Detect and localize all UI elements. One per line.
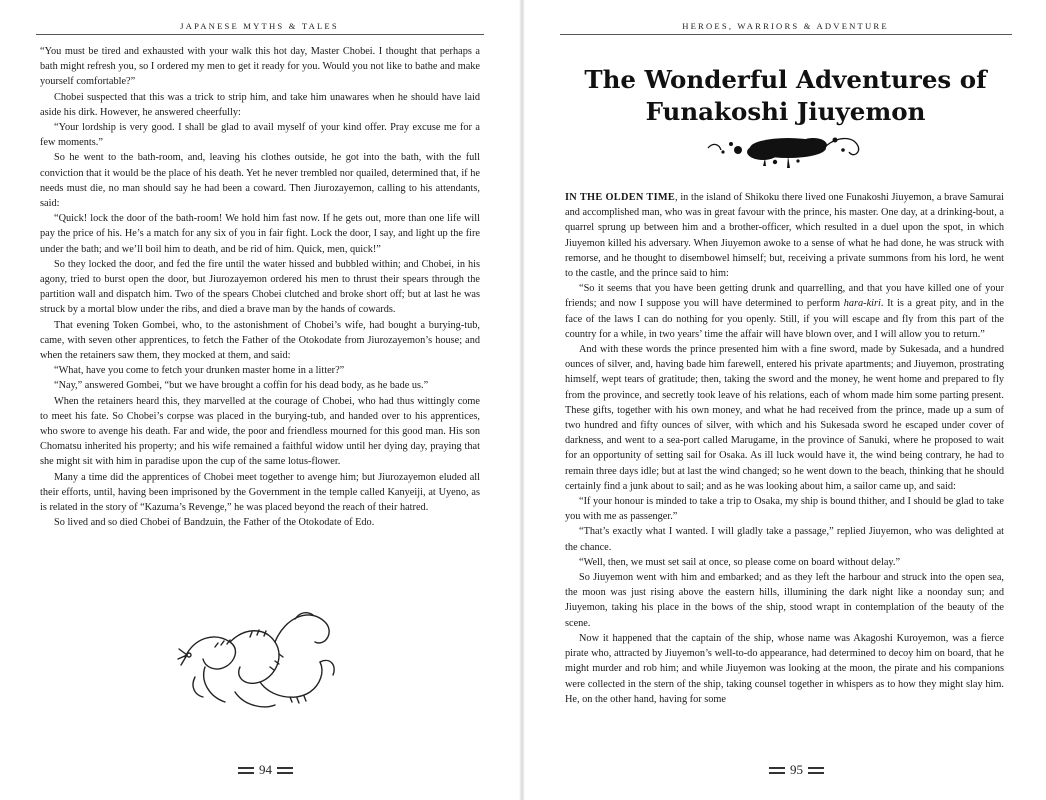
running-head-left: JAPANESE MYTHS & TALES: [180, 21, 339, 31]
chapter-title-line-2: Funakoshi Jiuyemon: [645, 97, 926, 126]
paragraph: Many a time did the apprentices of Chobei meet together to avenge him; but Jiurozayemon eluded all their efforts, until, having been imprisoned by the Government in the temple called Kanyeiji, at Uyeno, as is related in the story of “Kazuma’s Revenge,” he was placed beyond the reach of their hatred.: [40, 471, 480, 514]
paragraph: So Jiuyemon went with him and embarked; and as they left the harbour and struck into the open sea, the moon was just rising above the eastern hills, illumining the dark night like a noonday sun; and Jiuyemon, taking his place in the bows of the ship, stood wrapt in contemplation of the beauty of the scene.: [565, 572, 1004, 629]
paragraph: So lived and so died Chobei of Bandzuin, the Father of the Otokodate of Edo.: [54, 517, 375, 529]
italic-term: hara-kiri: [843, 298, 881, 310]
paragraph: And with these words the prince presented him with a fine sword, made by Sukesada, and a hundred ounces of silver, and, having bade him farewell, entered his private apartments; and Jiuyemon, prostrating himself, wept tears of gratitude; then, taking the sword and the money, he went home and prepared to fly from the province, and secretly took leave of his relations, each of whom made him some parting present. These gifts, together with his own money, and what he had received from the prince, made up a sum of two hundred and fifty ounces of silver, with which and his Sukesada sword he escaped under cover of darkness, and went to a sea-port called Marugame, in the province of Sanuki, where he proposed to wait for an opportunity of setting sail for Osaka. As ill luck would have it, the wind being contrary, he had to remain three days idle; but at last the wind changed; so he went down to the beach, thinking that he should certainly find a junk about to sail; and as he was looking about him, a sailor came up, and said:: [565, 344, 1004, 492]
folio-ornament-icon: [769, 767, 785, 774]
left-body-text: [40, 44, 480, 531]
paragraph: So they locked the door, and fed the fire until the water hissed and bubbled within; and Chobei, in his agony, tried to burst open the door, but Jiurozayemon ordered his men to thrust their spears through the partition wall and dispatch him. Two of the spears Chobei clutched and broke short off; but at last he was struck by a mortal blow under the ribs, and died a brave man by the hands of cowards.: [40, 258, 480, 316]
paragraph: “Nay,” answered Gombei, “but we have brought a coffin for his dead body, as he bade us.”: [54, 380, 429, 392]
ink-splash-flourish-icon: [703, 128, 873, 170]
paragraph: So he went to the bath-room, and, leaving his clothes outside, he got into the bath, with the full conviction that it would be the place of his death. Yet he never trembled nor quailed, determined that, if he needs must die, no man should say he had been a coward. Then Jiurozayemon, calling to his attendants, said:: [40, 152, 480, 210]
folio-ornament-icon: [277, 767, 293, 774]
paragraph: “That’s exactly what I wanted. I will gladly take a passage,” replied Jiuyemon, who was delighted at the chance.: [565, 526, 1004, 553]
paragraph: “If your honour is minded to take a trip to Osaka, my ship is bound thither, and I should be glad to take you with me as passenger.”: [565, 496, 1004, 523]
paragraph: “What, have you come to fetch your drunken master home in a litter?”: [54, 365, 345, 377]
right-page: [525, 0, 1046, 800]
page-number: 95: [790, 762, 803, 777]
paragraph: “Well, then, we must set sail at once, so please come on board without delay.”: [579, 556, 901, 568]
paragraph-text: . It is a great pity, and in the face of the laws I can do nothing for you openly. Still, if you will escape and fly from this part of the country for a while, in two years’ time the affair will have blown over, and I will allow you to return.”: [565, 298, 1004, 340]
header-rule-right: [560, 34, 1012, 35]
folio-right: [769, 762, 824, 778]
paragraph-text: “So it seems that you have been getting drunk and quarrelling, and that you have killed one of your friends; and now I suppose you will have determined to perform: [565, 283, 1004, 310]
header-rule-left: [36, 34, 484, 35]
right-body-text: [565, 190, 1004, 707]
folio-ornament-icon: [808, 767, 824, 774]
opening-paragraph: [565, 190, 1004, 281]
dragon-illustration-icon: [175, 597, 345, 717]
chapter-title: [525, 64, 1046, 128]
paragraph: Now it happened that the captain of the ship, whose name was Akagoshi Kuroyemon, was a fierce pirate who, attracted by Jiuyemon’s well-to-do appearance, had determined to decoy him on board, that he might murder and rob him; and while Jiuyemon was looking at the moon, the pirate and his companions were collected in the stern of the ship, taking counsel together in whispers as to how they might slay him. He, on the other hand, having for some: [565, 632, 1004, 705]
paragraph: When the retainers heard this, they marvelled at the courage of Chobei, who had thus wittingly come to meet his fate. So Chobei’s corpse was placed in the burying-tub, and handed over to his apprentices, who swore to avenge his death. Far and wide, the poor and friendless mourned for this good man. His son Chomatsu inherited his property; and his wife remained a faithful widow until her dying day, praying that she might sit with him in paradise upon the cup of the same lotus-flower.: [40, 395, 480, 468]
paragraph: Chobei suspected that this was a trick to strip him, and take him unawares when he should have laid aside his dirk. However, he answered cheerfully:: [40, 91, 480, 118]
opening-paragraph-text: , in the island of Shikoku there lived one Funakoshi Jiuyemon, a brave Samurai and accomplished man, who was in great favour with the prince, his master. One day, at a drinking-bout, a quarrel sprung up between him and a brother-officer, which resulted in a duel upon the spot, in which Jiuyemon killed his adversary. When Jiuyemon awoke to a sense of what he had done, he was struck with remorse, and he thought to disembowel himself; but, receiving a private summons from his lord, he went to the castle, and the prince said to him:: [565, 192, 1004, 280]
lead-in-words: IN THE OLDEN TIME: [565, 192, 676, 203]
page-number: 94: [259, 762, 272, 777]
paragraph: That evening Token Gombei, who, to the astonishment of Chobei’s wife, had bought a burying-tub, came, with seven other apprentices, to fetch the Father of the Otokodate from Jiurozayemon’s house; and when the retainers saw them, they mocked at them, and said:: [40, 319, 480, 362]
running-head-right: HEROES, WARRIORS & ADVENTURE: [682, 21, 889, 31]
left-page: [0, 0, 519, 800]
paragraph: [565, 281, 1004, 342]
paragraph: “You must be tired and exhausted with your walk this hot day, Master Chobei. I thought that perhaps a bath might refresh you, so I ordered my men to get it ready for you. Would you not like to bathe and make yourself comfortable?”: [40, 46, 480, 88]
folio-ornament-icon: [238, 767, 254, 774]
chapter-title-line-1: The Wonderful Adventures of: [584, 65, 987, 94]
paragraph: “Quick! lock the door of the bath-room! We hold him fast now. If he gets out, more than one life will pay the price of his. He’s a match for any six of you in fair fight. Lock the door, I say, and light up the fire under the bath; and we’ll boil him to death, and be rid of him. Quick, men, quick!”: [40, 213, 480, 255]
paragraph: “Your lordship is very good. I shall be glad to avail myself of your kind offer. Pray excuse me for a few moments.”: [40, 122, 480, 149]
folio-left: [238, 762, 293, 778]
